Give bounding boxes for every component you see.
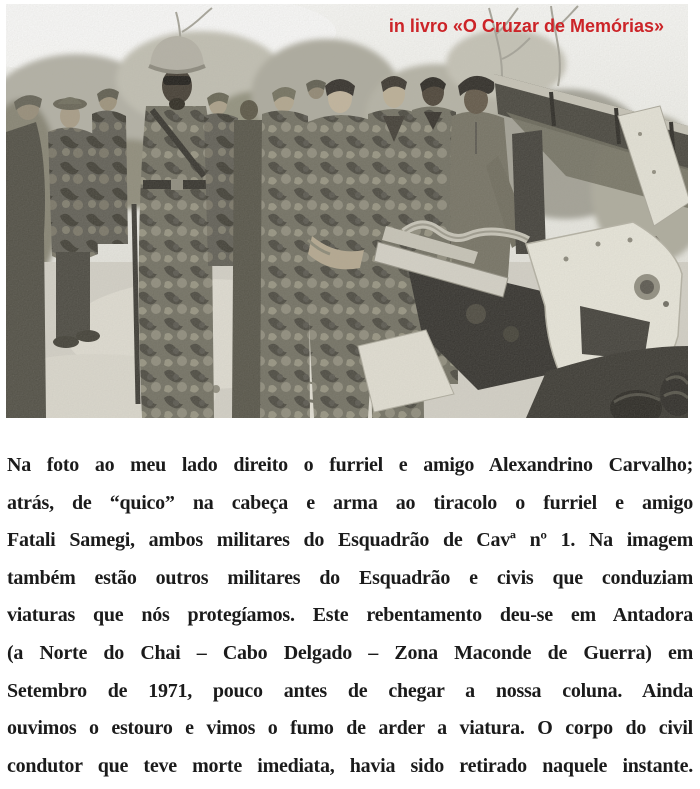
photo-credit: in livro «O Cruzar de Memórias»	[388, 16, 664, 36]
caption-paragraph	[7, 447, 693, 785]
caption-line: ouvimos o estouro e vimos o fumo de arder a viatura. O corpo do civil	[7, 717, 693, 740]
caption-line: viaturas que nós protegíamos. Este rebentamento deu-se em Antadora	[7, 604, 693, 627]
caption-line: atrás, de “quico” na cabeça e arma ao tiracolo o furriel e amigo	[7, 491, 693, 514]
caption-line: Na foto ao meu lado direito o furriel e amigo Alexandrino Carvalho;	[7, 454, 693, 476]
caption-line: Fatali Samegi, ambos militares do Esquadrão de Cavª nº 1. Na imagem	[7, 529, 693, 552]
photo-soldiers-wrecked-vehicle	[6, 4, 688, 418]
photo-figure	[6, 4, 688, 418]
caption-line: (a Norte do Chai – Cabo Delgado – Zona Maconde de Guerra) em	[7, 641, 693, 664]
caption-line: condutor que teve morte imediata, havia sido retirado naquele instante.	[7, 754, 693, 777]
caption-line: Setembro de 1971, pouco antes de chegar a nossa coluna. Ainda	[7, 679, 693, 702]
photo-grain-overlay	[6, 4, 688, 418]
caption-line: também estão outros militares do Esquadrão e civis que conduziam	[7, 566, 693, 589]
